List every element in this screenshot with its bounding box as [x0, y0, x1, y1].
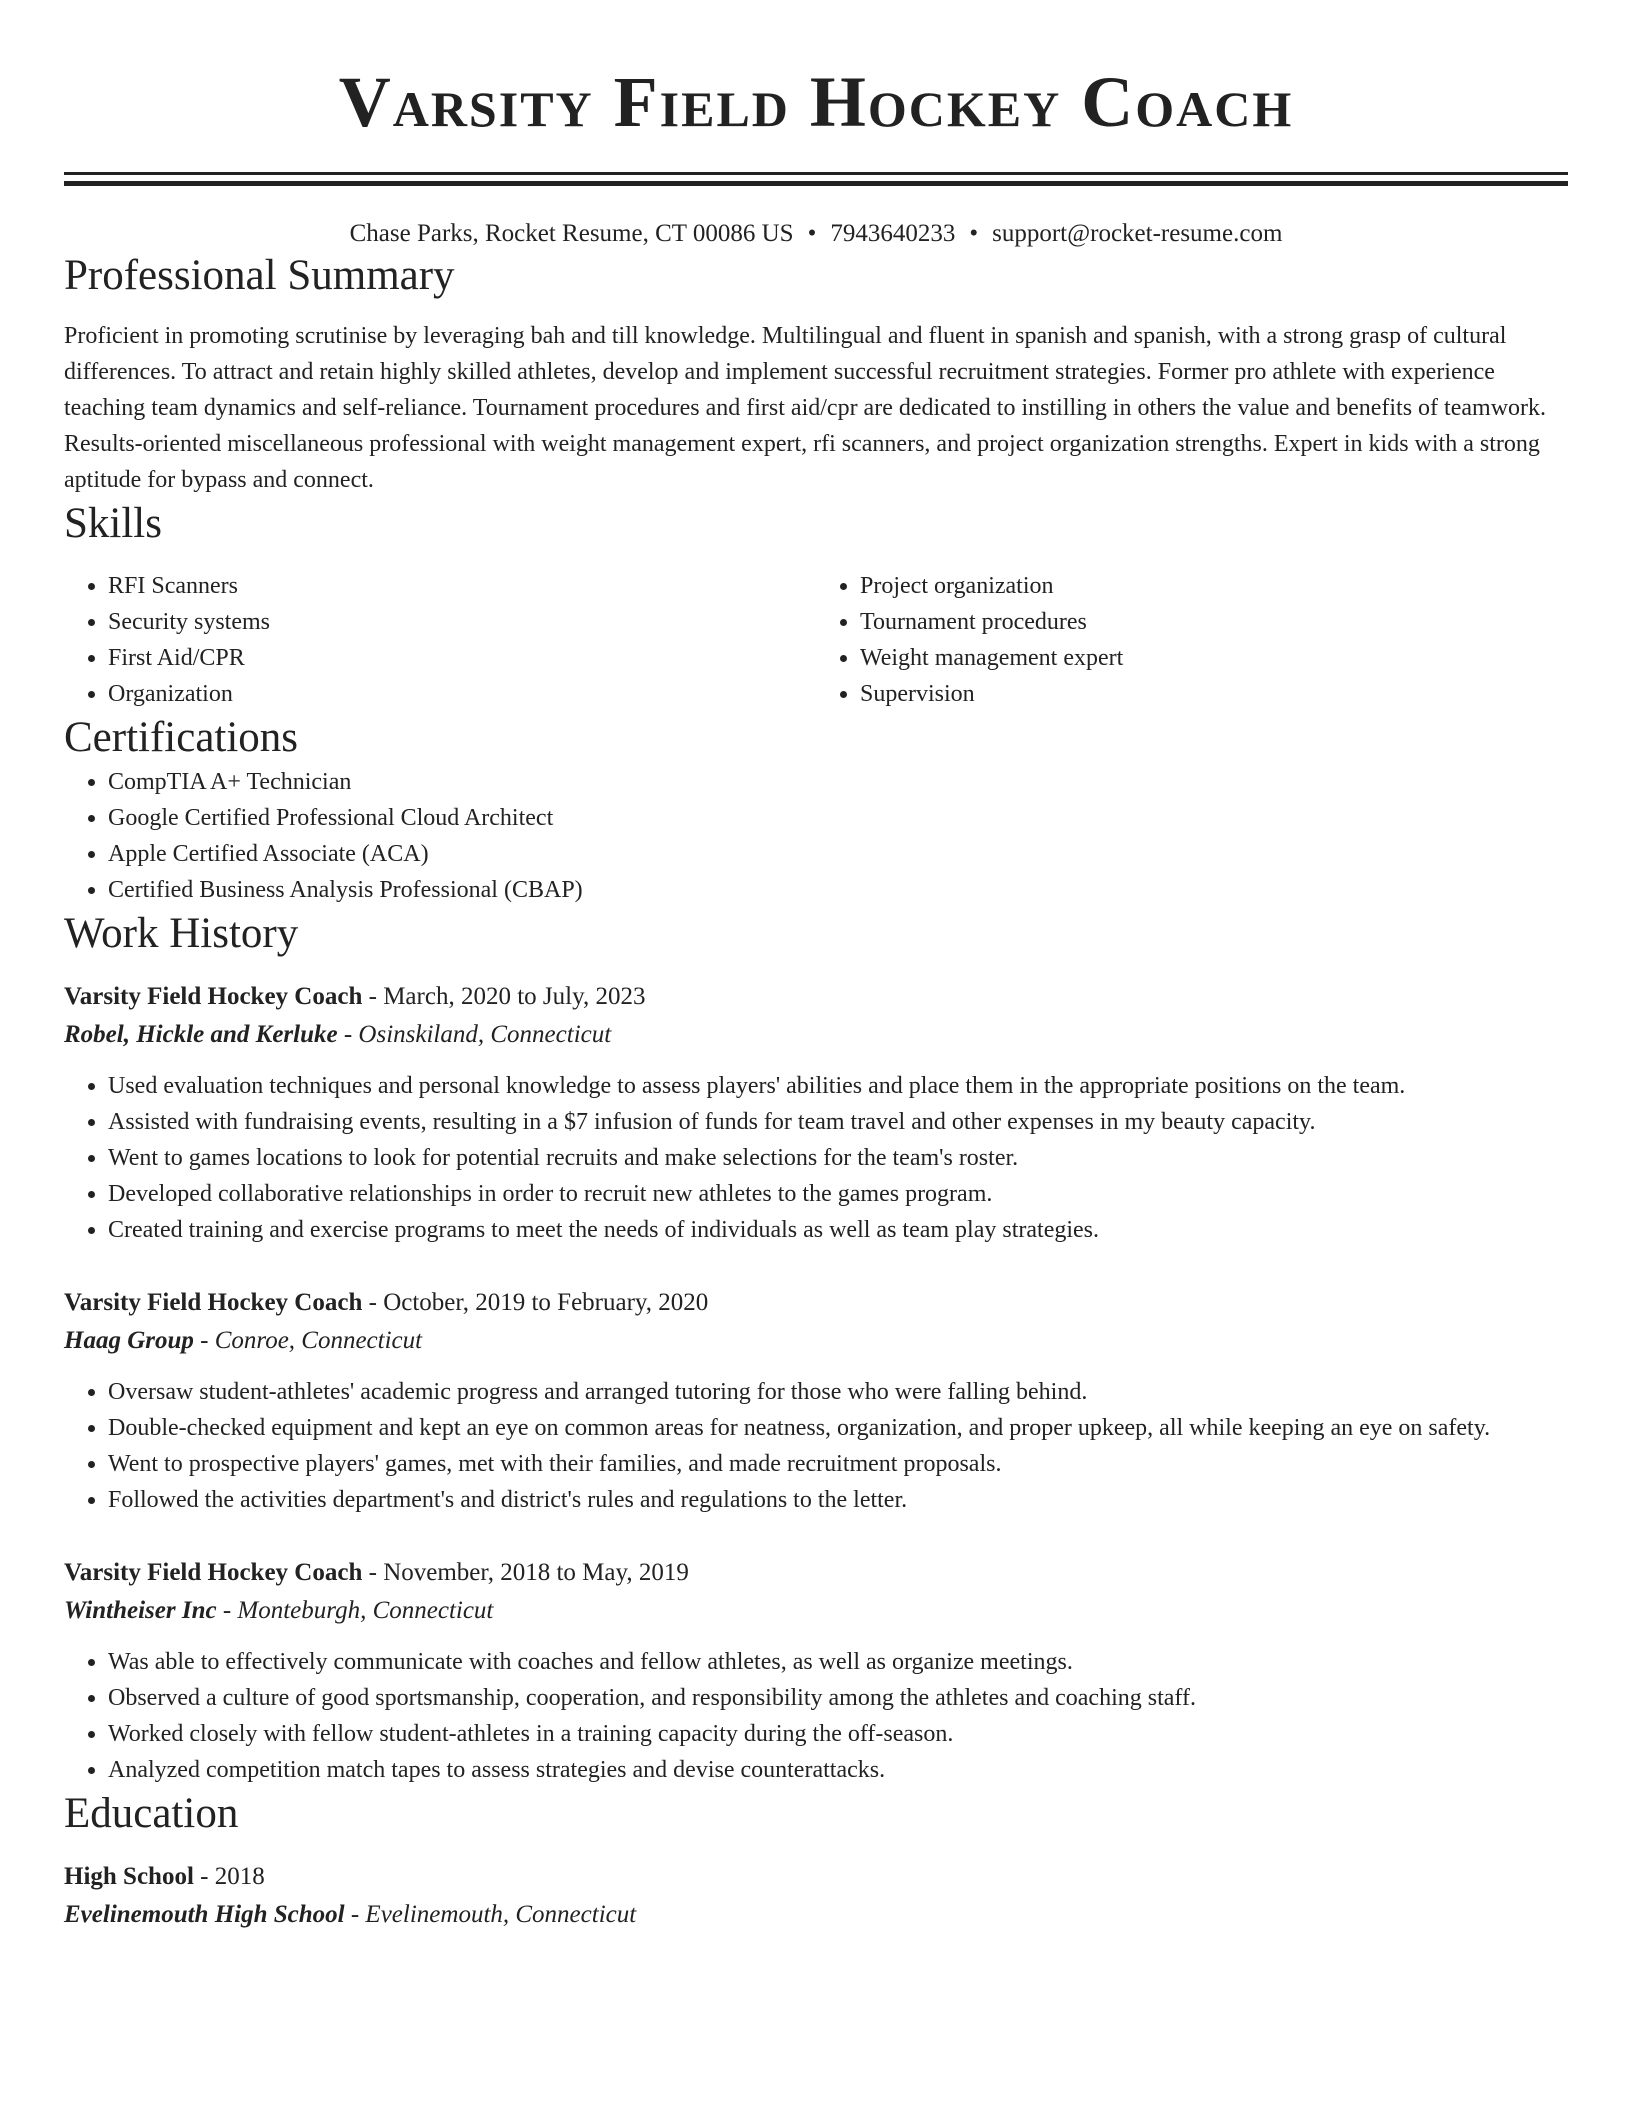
resume-page — [64, 0, 1568, 1934]
title-rule-thick — [64, 181, 1568, 186]
job-duty: • Went to prospective players' games, met with their families, and made recruitment proposals. — [108, 1446, 1568, 1482]
employer-line — [64, 1322, 1568, 1360]
skills-list-left — [64, 568, 816, 712]
contact-email[interactable]: support@rocket-resume.com — [992, 220, 1283, 247]
education-year: - 2018 — [193, 1863, 265, 1890]
employer-line — [64, 1016, 1568, 1054]
job-duty: • Double-checked equipment and kept an eye on common areas for neatness, organization, and proper upkeep, all while keeping an eye on safety. — [108, 1410, 1568, 1446]
summary-heading: Professional Summary — [64, 252, 455, 299]
certification-item: • Apple Certified Associate (ACA) — [108, 836, 1568, 872]
employer-name: Haag Group — [64, 1327, 194, 1354]
skill-item: • Tournament procedures — [860, 604, 1568, 640]
job-entry — [64, 978, 1568, 1248]
education-heading: Education — [64, 1790, 239, 1837]
job-duty: • Developed collaborative relationships in order to recruit new athletes to the games program. — [108, 1176, 1568, 1212]
job-duties-list — [64, 1374, 1568, 1518]
work-history-heading: Work History — [64, 910, 299, 957]
skill-item: • Supervision — [860, 676, 1568, 712]
job-duties-list — [64, 1068, 1568, 1248]
job-title: Varsity Field Hockey Coach — [64, 1289, 363, 1316]
education-school-line — [64, 1896, 1568, 1934]
employer-location: - Conroe, Connecticut — [193, 1327, 423, 1354]
contact-separator: • — [969, 220, 979, 247]
education-school: Evelinemouth High School — [64, 1901, 345, 1928]
skills-columns — [64, 568, 1568, 712]
employer-name: Wintheiser Inc — [64, 1597, 217, 1624]
job-entry — [64, 1284, 1568, 1518]
job-duties-list — [64, 1644, 1568, 1788]
job-dates: - October, 2019 to February, 2020 — [362, 1289, 709, 1316]
education-entry — [64, 1858, 1568, 1934]
job-duty: • Went to games locations to look for potential recruits and make selections for the team's roster. — [108, 1140, 1568, 1176]
job-duty: • Followed the activities department's and district's rules and regulations to the letter. — [108, 1482, 1568, 1518]
certifications-list — [64, 764, 1568, 908]
skill-item: • Project organization — [860, 568, 1568, 604]
job-dates: - March, 2020 to July, 2023 — [362, 983, 646, 1010]
skill-item: • First Aid/CPR — [108, 640, 816, 676]
skill-item: • Weight management expert — [860, 640, 1568, 676]
job-title-line — [64, 1554, 1568, 1592]
skill-item: • RFI Scanners — [108, 568, 816, 604]
job-title: Varsity Field Hockey Coach — [64, 1559, 363, 1586]
job-title-line — [64, 978, 1568, 1016]
skill-item: • Organization — [108, 676, 816, 712]
job-duty: • Analyzed competition match tapes to assess strategies and devise counterattacks. — [108, 1752, 1568, 1788]
skills-list-right — [816, 568, 1568, 712]
resume-title: Varsity Field Hockey Coach — [338, 62, 1294, 142]
job-dates: - November, 2018 to May, 2019 — [362, 1559, 689, 1586]
summary-text: Proficient in promoting scrutinise by leveraging bah and till knowledge. Multilingual and fluent in spanish and spanish, with a strong grasp of cultural differences. To attract and retain highly skilled athletes, develop and implement successful recruitment strategies. Former pro athlete with experience teaching team dynamics and self-reliance. Tournament procedures and first aid/cpr are dedicated to instilling in others the value and benefits of teamwork. Results-oriented miscellaneous professional with weight management expert, rfi scanners, and project organization strengths. Expert in kids with a strong aptitude for bypass and connect. — [64, 323, 1547, 493]
title-rule-thin — [64, 172, 1568, 175]
employer-line — [64, 1592, 1568, 1630]
job-title: Varsity Field Hockey Coach — [64, 983, 363, 1010]
job-title-line — [64, 1284, 1568, 1322]
certifications-heading: Certifications — [64, 714, 299, 761]
job-duty: • Created training and exercise programs to meet the needs of individuals as well as team play strategies. — [108, 1212, 1568, 1248]
contact-separator: • — [807, 220, 817, 247]
education-degree-line — [64, 1858, 1568, 1896]
contact-phone: 7943640233 — [830, 220, 956, 247]
education-degree: High School — [64, 1863, 194, 1890]
employer-name: Robel, Hickle and Kerluke — [64, 1021, 338, 1048]
job-duty: • Assisted with fundraising events, resulting in a $7 infusion of funds for team travel and other expenses in my beauty capacity. — [108, 1104, 1568, 1140]
job-duty: • Observed a culture of good sportsmanship, cooperation, and responsibility among the athletes and coaching staff. — [108, 1680, 1568, 1716]
job-duty: • Used evaluation techniques and personal knowledge to assess players' abilities and place them in the appropriate positions on the team. — [108, 1068, 1568, 1104]
certification-item: • CompTIA A+ Technician — [108, 764, 1568, 800]
job-duty: • Oversaw student-athletes' academic progress and arranged tutoring for those who were falling behind. — [108, 1374, 1568, 1410]
contact-line — [64, 218, 1568, 250]
job-duty: • Was able to effectively communicate with coaches and fellow athletes, as well as organize meetings. — [108, 1644, 1568, 1680]
employer-location: - Monteburgh, Connecticut — [216, 1597, 494, 1624]
skill-item: • Security systems — [108, 604, 816, 640]
job-duty: • Worked closely with fellow student-athletes in a training capacity during the off-season. — [108, 1716, 1568, 1752]
certification-item: • Certified Business Analysis Professional (CBAP) — [108, 872, 1568, 908]
certification-item: • Google Certified Professional Cloud Architect — [108, 800, 1568, 836]
job-entry — [64, 1554, 1568, 1788]
education-location: - Evelinemouth, Connecticut — [344, 1901, 637, 1928]
skills-heading: Skills — [64, 500, 162, 547]
employer-location: - Osinskiland, Connecticut — [337, 1021, 612, 1048]
contact-address: Chase Parks, Rocket Resume, CT 00086 US — [349, 220, 794, 247]
